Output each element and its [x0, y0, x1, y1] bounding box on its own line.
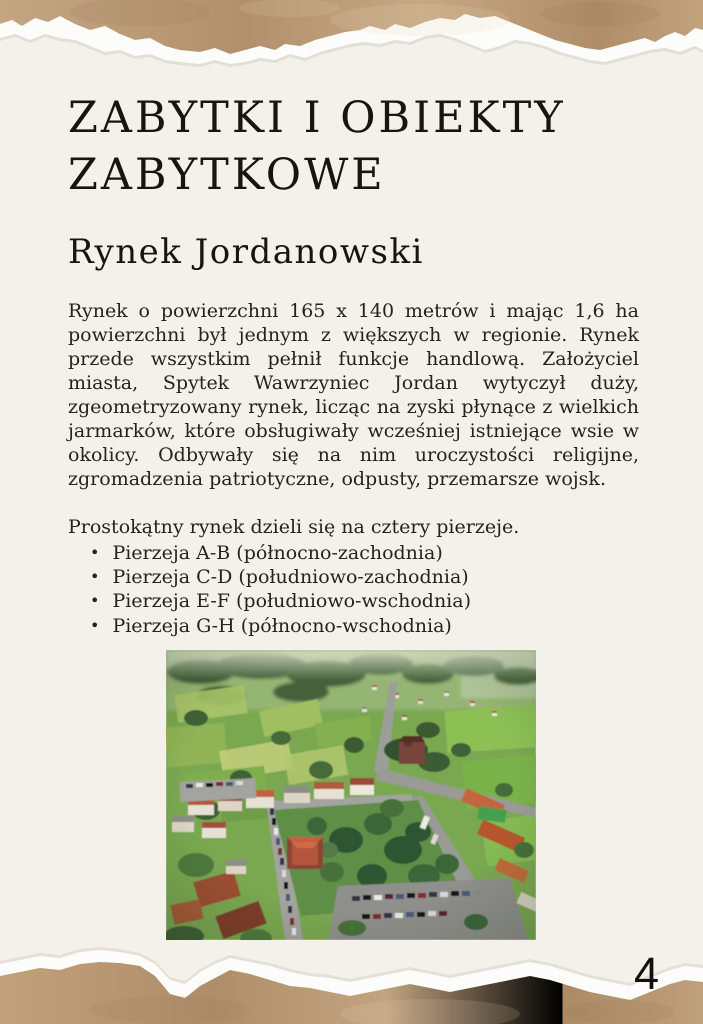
- body-paragraph: Rynek o powierzchni 165 x 140 metrów i mając 1,6 ha powierzchni był jednym z większych w regionie. Rynek przede wszystkim pełnił funkcje handlową. Założyciel miasta, Spytek Wawrzyniec Jordan wytyczył duży, zgeometryzowany rynek, licząc na zyski płynące z wielkich jarmarków, które obsługiwały wcześniej istniejące wsie w okolicy. Odbywały się na nim uroczystości religijne, zgromadzenia patriotyczne, odpusty, przemarsze wojsk.: [68, 299, 639, 491]
- torn-paper-bottom-edge: [0, 932, 703, 1024]
- list-item: [90, 541, 639, 565]
- bullet-icon: •: [90, 615, 100, 635]
- page-number: 4: [633, 948, 659, 999]
- section-subtitle: Rynek Jordanowski: [68, 231, 424, 272]
- pierzeje-list: [68, 541, 639, 638]
- list-item-label: Pierzeja A-B (północno-zachodnia): [112, 541, 443, 564]
- list-intro: Prostokątny rynek dzieli się na cztery pierzeje.: [68, 515, 520, 538]
- page-title: [68, 90, 639, 204]
- page-title-line-1: ZABYTKI I OBIEKTY: [68, 93, 566, 143]
- market-square-aerial-photo: [166, 650, 536, 940]
- list-item: [90, 565, 639, 589]
- list-item: [90, 614, 639, 638]
- list-item-label: Pierzeja E-F (południowo-wschodnia): [112, 590, 471, 613]
- page-title-line-2: ZABYTKOWE: [68, 149, 386, 200]
- bullet-icon: •: [90, 542, 100, 562]
- list-item-label: Pierzeja G-H (północno-wschodnia): [112, 614, 452, 637]
- bullet-icon: •: [90, 566, 100, 586]
- list-item-label: Pierzeja C-D (południowo-zachodnia): [112, 565, 469, 588]
- bullet-icon: •: [90, 591, 100, 611]
- list-item: [90, 589, 639, 613]
